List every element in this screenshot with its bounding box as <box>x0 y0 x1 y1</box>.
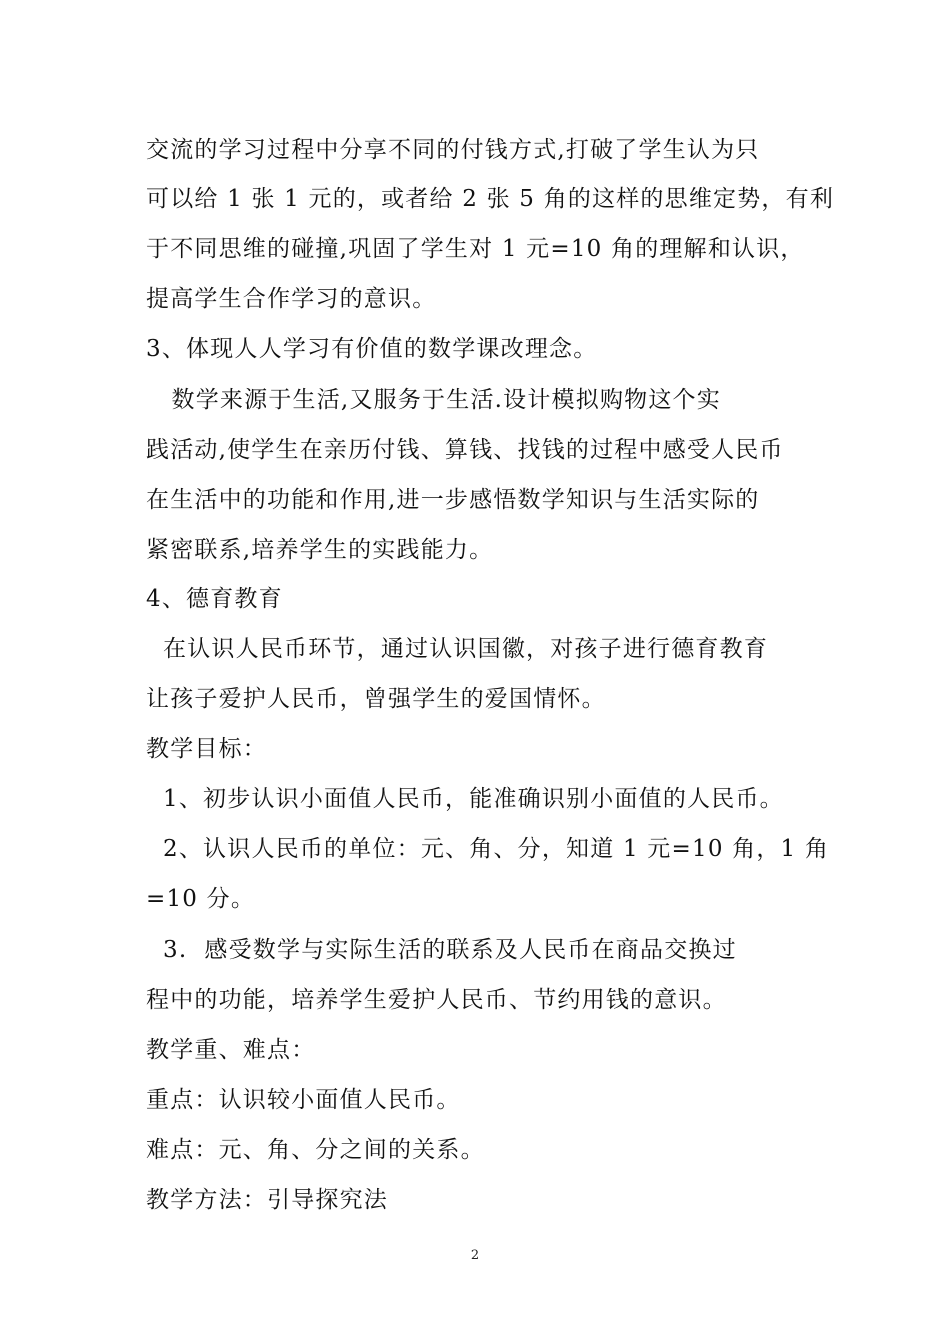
goal-item-1: 1、初步认识小面值人民币，能准确识别小面值的人民币。 <box>146 786 784 812</box>
goal-item-3-cont: 程中的功能，培养学生爱护人民币、节约用钱的意识。 <box>146 987 727 1013</box>
goal-item-3: 3. 感受数学与实际生活的联系及人民币在商品交换过 <box>146 937 737 963</box>
text-line-3: 于不同思维的碰撞,巩固了学生对 1 元=10 角的理解和认识， <box>146 236 805 262</box>
goal-item-2: 2、认识人民币的单位：元、角、分，知道 1 元=10 角，1 角 <box>146 836 830 862</box>
text-line-2: 可以给 1 张 1 元的，或者给 2 张 5 角的这样的思维定势，有利 <box>146 186 835 212</box>
section-heading-3: 3、体现人人学习有价值的数学课改理念。 <box>146 336 598 362</box>
text-line-6: 数学来源于生活,又服务于生活.设计模拟购物这个实 <box>146 387 721 413</box>
text-line-12: 让孩子爱护人民币，曾强学生的爱国情怀。 <box>146 686 606 712</box>
teaching-method: 教学方法：引导探究法 <box>146 1187 388 1213</box>
goal-item-2-cont: =10 分。 <box>146 886 256 912</box>
key-point: 重点：认识较小面值人民币。 <box>146 1087 461 1113</box>
section-heading-4: 4、德育教育 <box>146 586 283 612</box>
text-line-4: 提高学生合作学习的意识。 <box>146 286 437 312</box>
page-number: 2 <box>470 1248 480 1263</box>
text-line-1: 交流的学习过程中分享不同的付钱方式,打破了学生认为只 <box>146 137 760 163</box>
heading-key-difficult: 教学重、难点： <box>146 1037 316 1063</box>
text-line-7: 践活动,使学生在亲历付钱、算钱、找钱的过程中感受人民币 <box>146 437 784 463</box>
text-line-9: 紧密联系,培养学生的实践能力。 <box>146 537 494 563</box>
text-line-11: 在认识人民币环节，通过认识国徽，对孩子进行德育教育 <box>146 636 769 662</box>
difficult-point: 难点：元、角、分之间的关系。 <box>146 1137 485 1163</box>
heading-teaching-goals: 教学目标： <box>146 736 267 762</box>
text-line-8: 在生活中的功能和作用,进一步感悟数学知识与生活实际的 <box>146 487 760 513</box>
